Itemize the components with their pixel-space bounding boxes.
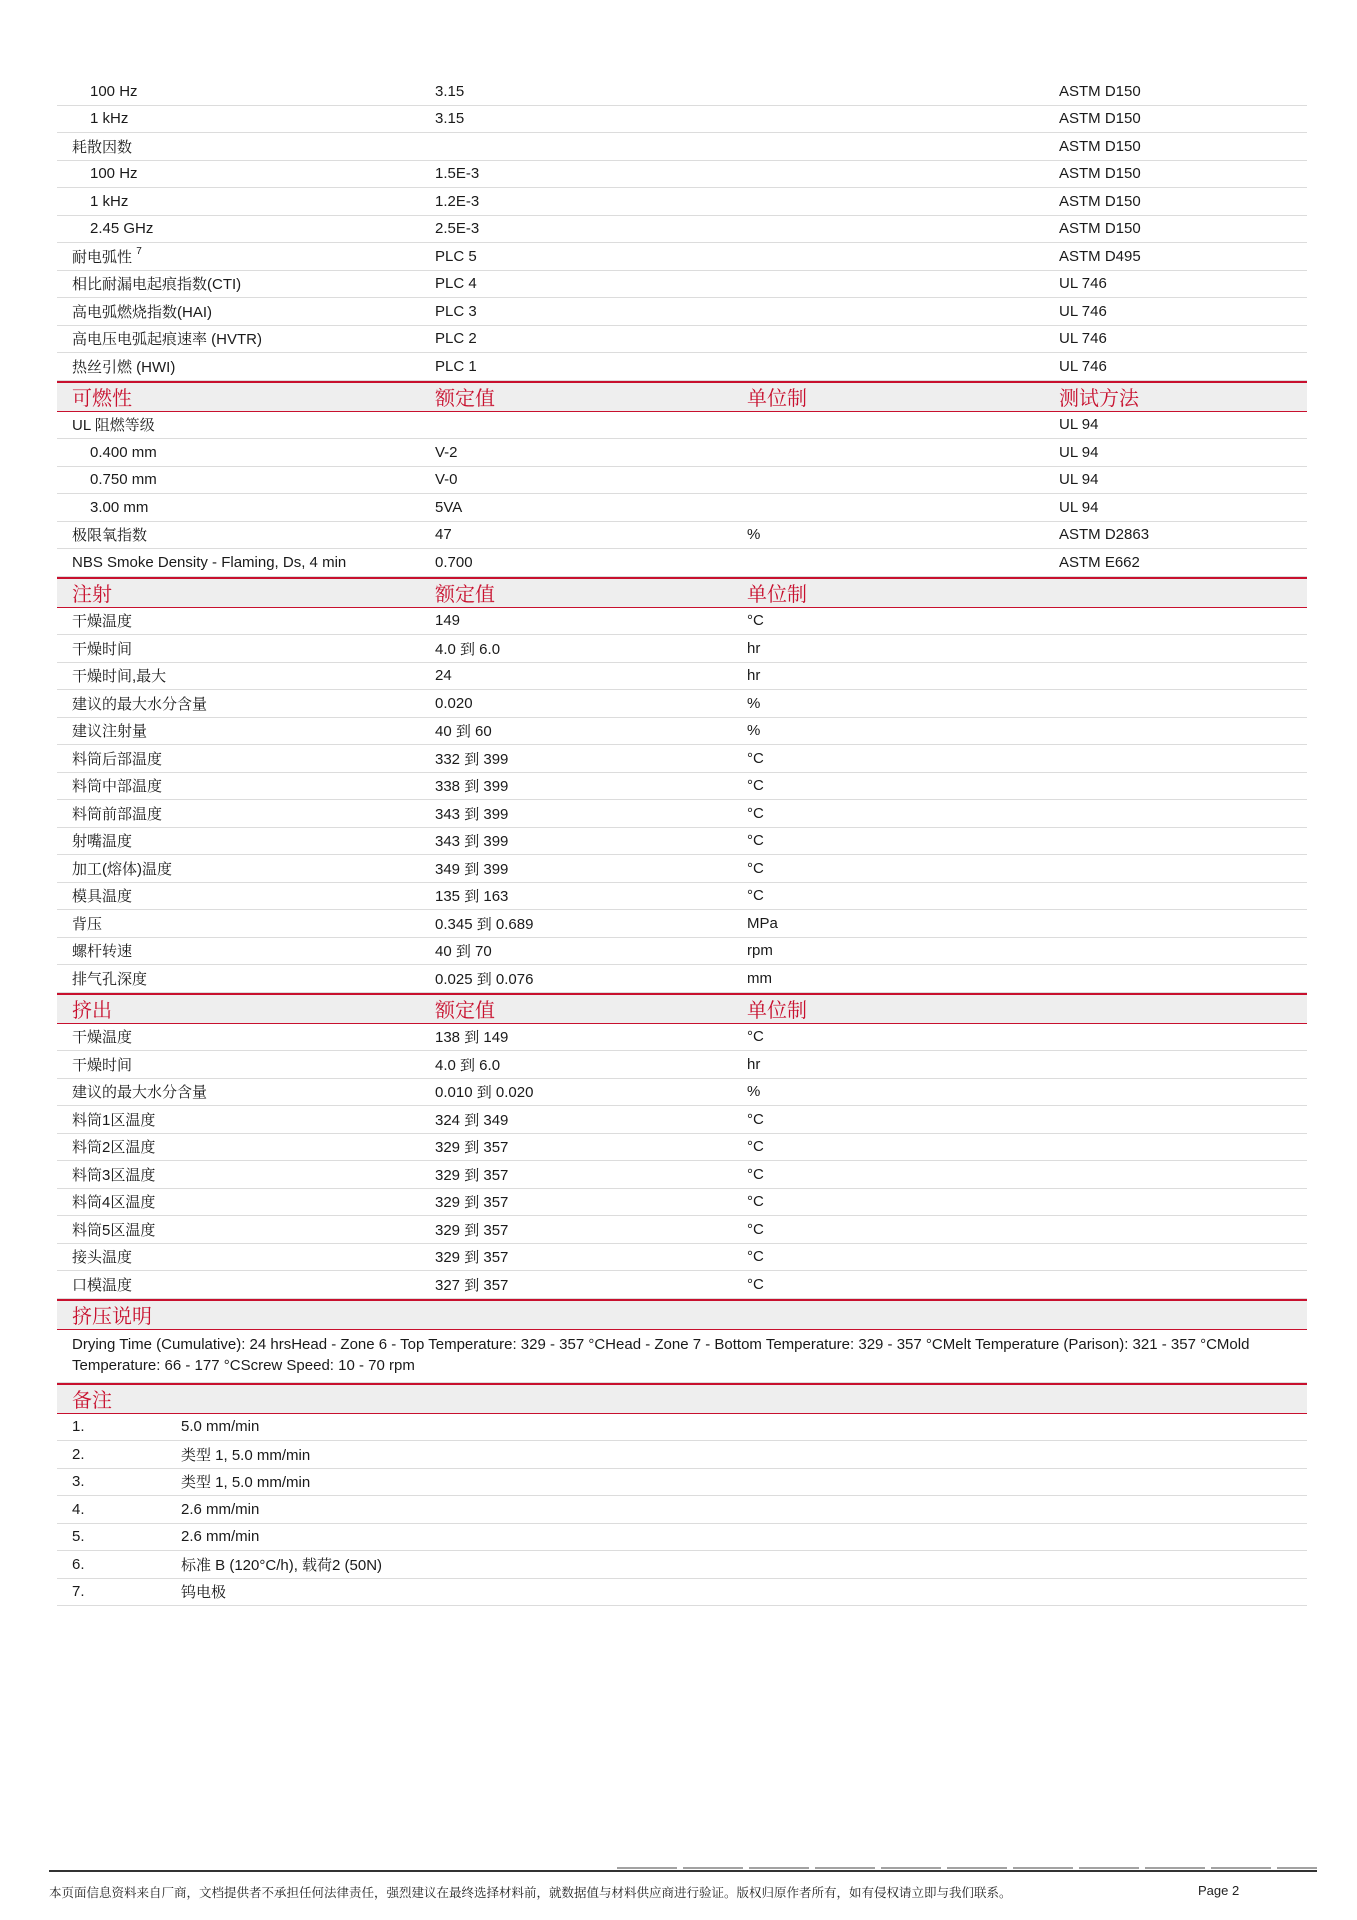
property-value: 40 到 70 bbox=[435, 943, 492, 961]
property-name: 加工(熔体)温度 bbox=[72, 860, 172, 878]
test-method: ASTM D150 bbox=[1059, 165, 1141, 183]
table-row bbox=[57, 1161, 1307, 1189]
property-name: 料筒5区温度 bbox=[72, 1221, 156, 1239]
table-row bbox=[57, 635, 1307, 663]
property-name: 料筒前部温度 bbox=[72, 805, 163, 823]
property-name: 干燥时间 bbox=[72, 1056, 133, 1074]
property-name: 高电压电弧起痕速率 (HVTR) bbox=[72, 331, 262, 349]
table-row bbox=[57, 938, 1307, 966]
property-name: 建议注射量 bbox=[72, 723, 148, 741]
property-unit: % bbox=[747, 1083, 761, 1101]
table-row bbox=[57, 1024, 1307, 1052]
property-name: 耐电弧性 $^7$ bbox=[72, 245, 142, 266]
property-unit: hr bbox=[747, 1055, 761, 1073]
property-value: V-2 bbox=[435, 443, 458, 461]
property-unit: hr bbox=[747, 667, 761, 685]
electrical-properties-table bbox=[57, 78, 1307, 381]
property-value: 5VA bbox=[435, 498, 463, 516]
property-unit: °C bbox=[747, 749, 764, 767]
property-value: 0.025 到 0.076 bbox=[435, 970, 534, 988]
remark-number: 4. bbox=[72, 1500, 85, 1518]
property-value: 0.020 bbox=[435, 694, 473, 712]
table-row bbox=[57, 133, 1307, 161]
section-header-flammability bbox=[57, 381, 1307, 412]
property-unit: °C bbox=[747, 832, 764, 850]
property-value: 4.0 到 6.0 bbox=[435, 640, 501, 658]
test-method: ASTM D150 bbox=[1059, 137, 1141, 155]
property-value: 3.15 bbox=[435, 82, 465, 100]
table-row bbox=[57, 298, 1307, 326]
table-row bbox=[57, 690, 1307, 718]
table-row bbox=[57, 1079, 1307, 1107]
table-row bbox=[57, 549, 1307, 577]
property-value: 0.010 到 0.020 bbox=[435, 1084, 534, 1102]
property-name: 料筒3区温度 bbox=[72, 1166, 156, 1184]
property-name: 100 Hz bbox=[90, 82, 138, 100]
property-value: 329 到 357 bbox=[435, 1139, 509, 1157]
property-unit: °C bbox=[747, 887, 764, 905]
test-method: UL 746 bbox=[1059, 357, 1107, 375]
property-name: 模具温度 bbox=[72, 888, 133, 906]
property-name: 热丝引燃 (HWI) bbox=[72, 358, 176, 376]
extrusion-notes-text: Drying Time (Cumulative): 24 hrsHead - Zone 6 - Top Temperature: 329 - 357 °CHead - Zone 7 - Bottom Temperature: 329 - 357 °CMelt Temperature (Parison): 321 - 357 °CMold Temperature: 66 - 177 °CScrew Speed: 10 - 70 rpm bbox=[57, 1330, 1307, 1383]
table-row bbox=[57, 828, 1307, 856]
property-value: 24 bbox=[435, 667, 452, 685]
property-name: 1 kHz bbox=[90, 192, 129, 210]
property-value: 338 到 399 bbox=[435, 778, 509, 796]
property-name: 100 Hz bbox=[90, 165, 138, 183]
remark-number: 5. bbox=[72, 1528, 85, 1546]
remark-item bbox=[57, 1551, 1307, 1579]
table-row bbox=[57, 1244, 1307, 1272]
property-name: 建议的最大水分含量 bbox=[72, 1084, 208, 1102]
table-row bbox=[57, 855, 1307, 883]
property-value: PLC 3 bbox=[435, 302, 477, 320]
property-value: 1.5E-3 bbox=[435, 165, 480, 183]
property-name: 口模温度 bbox=[72, 1276, 133, 1294]
property-name: 3.00 mm bbox=[90, 498, 149, 516]
remark-number: 6. bbox=[72, 1555, 85, 1573]
test-method: UL 94 bbox=[1059, 498, 1099, 516]
page-number: Page 2 bbox=[1198, 1883, 1240, 1898]
table-row bbox=[57, 1134, 1307, 1162]
table-row bbox=[57, 773, 1307, 801]
table-row bbox=[57, 800, 1307, 828]
table-row bbox=[57, 745, 1307, 773]
section-header-extrusion-notes bbox=[57, 1299, 1307, 1330]
datasheet bbox=[57, 78, 1307, 1606]
column-header-value: 额定值 bbox=[435, 388, 495, 410]
table-row bbox=[57, 326, 1307, 354]
property-unit: rpm bbox=[747, 942, 773, 960]
test-method: UL 94 bbox=[1059, 471, 1099, 489]
footnote-ref: 7 bbox=[136, 245, 142, 257]
remark-text: 2.6 mm/min bbox=[181, 1528, 260, 1546]
remark-number: 2. bbox=[72, 1445, 85, 1463]
property-value: 327 到 357 bbox=[435, 1276, 509, 1294]
remark-text: 类型 1, 5.0 mm/min bbox=[181, 1474, 311, 1492]
property-unit: % bbox=[747, 722, 761, 740]
test-method: ASTM D2863 bbox=[1059, 526, 1150, 544]
property-value: PLC 1 bbox=[435, 357, 477, 375]
column-header-method: 测试方法 bbox=[1059, 388, 1139, 410]
property-unit: °C bbox=[747, 612, 764, 630]
property-name: 料筒4区温度 bbox=[72, 1194, 156, 1212]
property-unit: °C bbox=[747, 1275, 764, 1293]
column-header-unit: 单位制 bbox=[747, 584, 807, 606]
section-title: 注射 bbox=[72, 584, 112, 606]
section-title: 挤出 bbox=[72, 1000, 112, 1022]
table-row bbox=[57, 1189, 1307, 1217]
property-name: 料筒中部温度 bbox=[72, 778, 163, 796]
property-name: 料筒后部温度 bbox=[72, 750, 163, 768]
property-unit: °C bbox=[747, 804, 764, 822]
property-name: 高电弧燃烧指数(HAI) bbox=[72, 303, 212, 321]
section-title: 备注 bbox=[72, 1390, 112, 1412]
property-name: 极限氧指数 bbox=[72, 527, 148, 545]
flammability-table bbox=[57, 412, 1307, 577]
remark-number: 3. bbox=[72, 1473, 85, 1491]
section-title: 可燃性 bbox=[72, 388, 132, 410]
test-method: UL 746 bbox=[1059, 330, 1107, 348]
table-row bbox=[57, 467, 1307, 495]
test-method: UL 746 bbox=[1059, 302, 1107, 320]
property-unit: °C bbox=[747, 859, 764, 877]
property-value: 343 到 399 bbox=[435, 805, 509, 823]
remark-text: 钨电极 bbox=[181, 1584, 227, 1602]
table-row bbox=[57, 216, 1307, 244]
injection-table bbox=[57, 608, 1307, 993]
property-name: 背压 bbox=[72, 915, 103, 933]
test-method: UL 94 bbox=[1059, 416, 1099, 434]
property-name: NBS Smoke Density - Flaming, Ds, 4 min bbox=[72, 553, 347, 571]
property-name: 干燥时间,最大 bbox=[72, 668, 167, 686]
property-value: 0.700 bbox=[435, 553, 473, 571]
remark-number: 1. bbox=[72, 1418, 85, 1436]
property-value: 0.345 到 0.689 bbox=[435, 915, 534, 933]
remark-text: 类型 1, 5.0 mm/min bbox=[181, 1446, 311, 1464]
table-row bbox=[57, 522, 1307, 550]
table-row bbox=[57, 1216, 1307, 1244]
property-unit: °C bbox=[747, 1138, 764, 1156]
remark-item bbox=[57, 1524, 1307, 1552]
property-value: PLC 5 bbox=[435, 247, 477, 265]
test-method: ASTM D150 bbox=[1059, 110, 1141, 128]
test-method: ASTM D150 bbox=[1059, 82, 1141, 100]
property-value: 329 到 357 bbox=[435, 1221, 509, 1239]
property-unit: °C bbox=[747, 1028, 764, 1046]
column-header-value: 额定值 bbox=[435, 1000, 495, 1022]
test-method: ASTM D150 bbox=[1059, 220, 1141, 238]
section-header-extrusion bbox=[57, 993, 1307, 1024]
table-row bbox=[57, 910, 1307, 938]
property-value: 332 到 399 bbox=[435, 750, 509, 768]
remark-item bbox=[57, 1579, 1307, 1607]
table-row bbox=[57, 608, 1307, 636]
property-value: 329 到 357 bbox=[435, 1194, 509, 1212]
property-unit: °C bbox=[747, 777, 764, 795]
test-method: ASTM D495 bbox=[1059, 247, 1141, 265]
remark-item bbox=[57, 1414, 1307, 1442]
property-name: 料筒1区温度 bbox=[72, 1111, 156, 1129]
property-value: 349 到 399 bbox=[435, 860, 509, 878]
property-name: UL 阻燃等级 bbox=[72, 417, 155, 435]
property-value: 343 到 399 bbox=[435, 833, 509, 851]
table-row bbox=[57, 494, 1307, 522]
property-value: 138 到 149 bbox=[435, 1029, 509, 1047]
property-name: 0.400 mm bbox=[90, 443, 157, 461]
property-unit: °C bbox=[747, 1220, 764, 1238]
table-row bbox=[57, 883, 1307, 911]
property-name: 排气孔深度 bbox=[72, 970, 148, 988]
section-title: 挤压说明 bbox=[72, 1306, 152, 1328]
property-name: 相比耐漏电起痕指数(CTI) bbox=[72, 276, 242, 294]
property-name: 干燥时间 bbox=[72, 640, 133, 658]
test-method: UL 746 bbox=[1059, 275, 1107, 293]
property-unit: % bbox=[747, 694, 761, 712]
property-unit: hr bbox=[747, 639, 761, 657]
table-row bbox=[57, 243, 1307, 271]
property-value: 47 bbox=[435, 526, 452, 544]
remark-text: 2.6 mm/min bbox=[181, 1500, 260, 1518]
property-name: 0.750 mm bbox=[90, 471, 157, 489]
property-value: 2.5E-3 bbox=[435, 220, 480, 238]
property-value: 135 到 163 bbox=[435, 888, 509, 906]
property-name: 接头温度 bbox=[72, 1249, 133, 1267]
remark-text: 5.0 mm/min bbox=[181, 1418, 260, 1436]
column-header-value: 额定值 bbox=[435, 584, 495, 606]
table-row bbox=[57, 271, 1307, 299]
test-method: UL 94 bbox=[1059, 443, 1099, 461]
property-name: 1 kHz bbox=[90, 110, 129, 128]
property-name: 耗散因数 bbox=[72, 138, 133, 156]
table-row bbox=[57, 663, 1307, 691]
column-header-unit: 单位制 bbox=[747, 1000, 807, 1022]
property-name: 建议的最大水分含量 bbox=[72, 695, 208, 713]
remark-number: 7. bbox=[72, 1583, 85, 1601]
property-unit: °C bbox=[747, 1193, 764, 1211]
table-row bbox=[57, 412, 1307, 440]
property-value: 149 bbox=[435, 612, 461, 630]
property-value: PLC 4 bbox=[435, 275, 477, 293]
table-row bbox=[57, 718, 1307, 746]
property-value: 329 到 357 bbox=[435, 1249, 509, 1267]
remark-item bbox=[57, 1469, 1307, 1497]
table-row bbox=[57, 161, 1307, 189]
property-value: PLC 2 bbox=[435, 330, 477, 348]
property-value: 1.2E-3 bbox=[435, 192, 480, 210]
extrusion-table bbox=[57, 1024, 1307, 1299]
property-name: 料筒2区温度 bbox=[72, 1139, 156, 1157]
test-method: ASTM D150 bbox=[1059, 192, 1141, 210]
property-name: 螺杆转速 bbox=[72, 943, 133, 961]
footer-divider bbox=[49, 1870, 1317, 1872]
property-unit: °C bbox=[747, 1165, 764, 1183]
remark-item bbox=[57, 1496, 1307, 1524]
table-row bbox=[57, 1106, 1307, 1134]
property-unit: mm bbox=[747, 969, 772, 987]
table-row bbox=[57, 78, 1307, 106]
table-row bbox=[57, 353, 1307, 381]
section-header-injection bbox=[57, 577, 1307, 608]
remark-item bbox=[57, 1441, 1307, 1469]
table-row bbox=[57, 188, 1307, 216]
property-name: 射嘴温度 bbox=[72, 833, 133, 851]
property-unit: °C bbox=[747, 1110, 764, 1128]
remark-text: 标准 B (120°C/h), 载荷2 (50N) bbox=[181, 1556, 383, 1574]
property-value: 4.0 到 6.0 bbox=[435, 1056, 501, 1074]
column-header-unit: 单位制 bbox=[747, 388, 807, 410]
property-unit: °C bbox=[747, 1248, 764, 1266]
table-row bbox=[57, 1271, 1307, 1299]
property-name: 干燥温度 bbox=[72, 613, 133, 631]
test-method: ASTM E662 bbox=[1059, 553, 1140, 571]
property-unit: MPa bbox=[747, 914, 778, 932]
table-row bbox=[57, 1051, 1307, 1079]
property-value: V-0 bbox=[435, 471, 458, 489]
table-row bbox=[57, 106, 1307, 134]
table-row bbox=[57, 965, 1307, 993]
footer-disclaimer: 本页面信息资料来自厂商，文档提供者不承担任何法律责任，强烈建议在最终选择材料前，就数据值与材料供应商进行验证。版权归原作者所有，如有侵权请立即与我们联系。 bbox=[49, 1886, 1012, 1900]
table-row bbox=[57, 439, 1307, 467]
property-name: 干燥温度 bbox=[72, 1029, 133, 1047]
section-header-remarks bbox=[57, 1383, 1307, 1414]
property-value: 40 到 60 bbox=[435, 723, 492, 741]
property-value: 3.15 bbox=[435, 110, 465, 128]
property-value: 324 到 349 bbox=[435, 1111, 509, 1129]
property-name: 2.45 GHz bbox=[90, 220, 154, 238]
remarks-list bbox=[57, 1414, 1307, 1607]
property-value: 329 到 357 bbox=[435, 1166, 509, 1184]
property-unit: % bbox=[747, 526, 761, 544]
